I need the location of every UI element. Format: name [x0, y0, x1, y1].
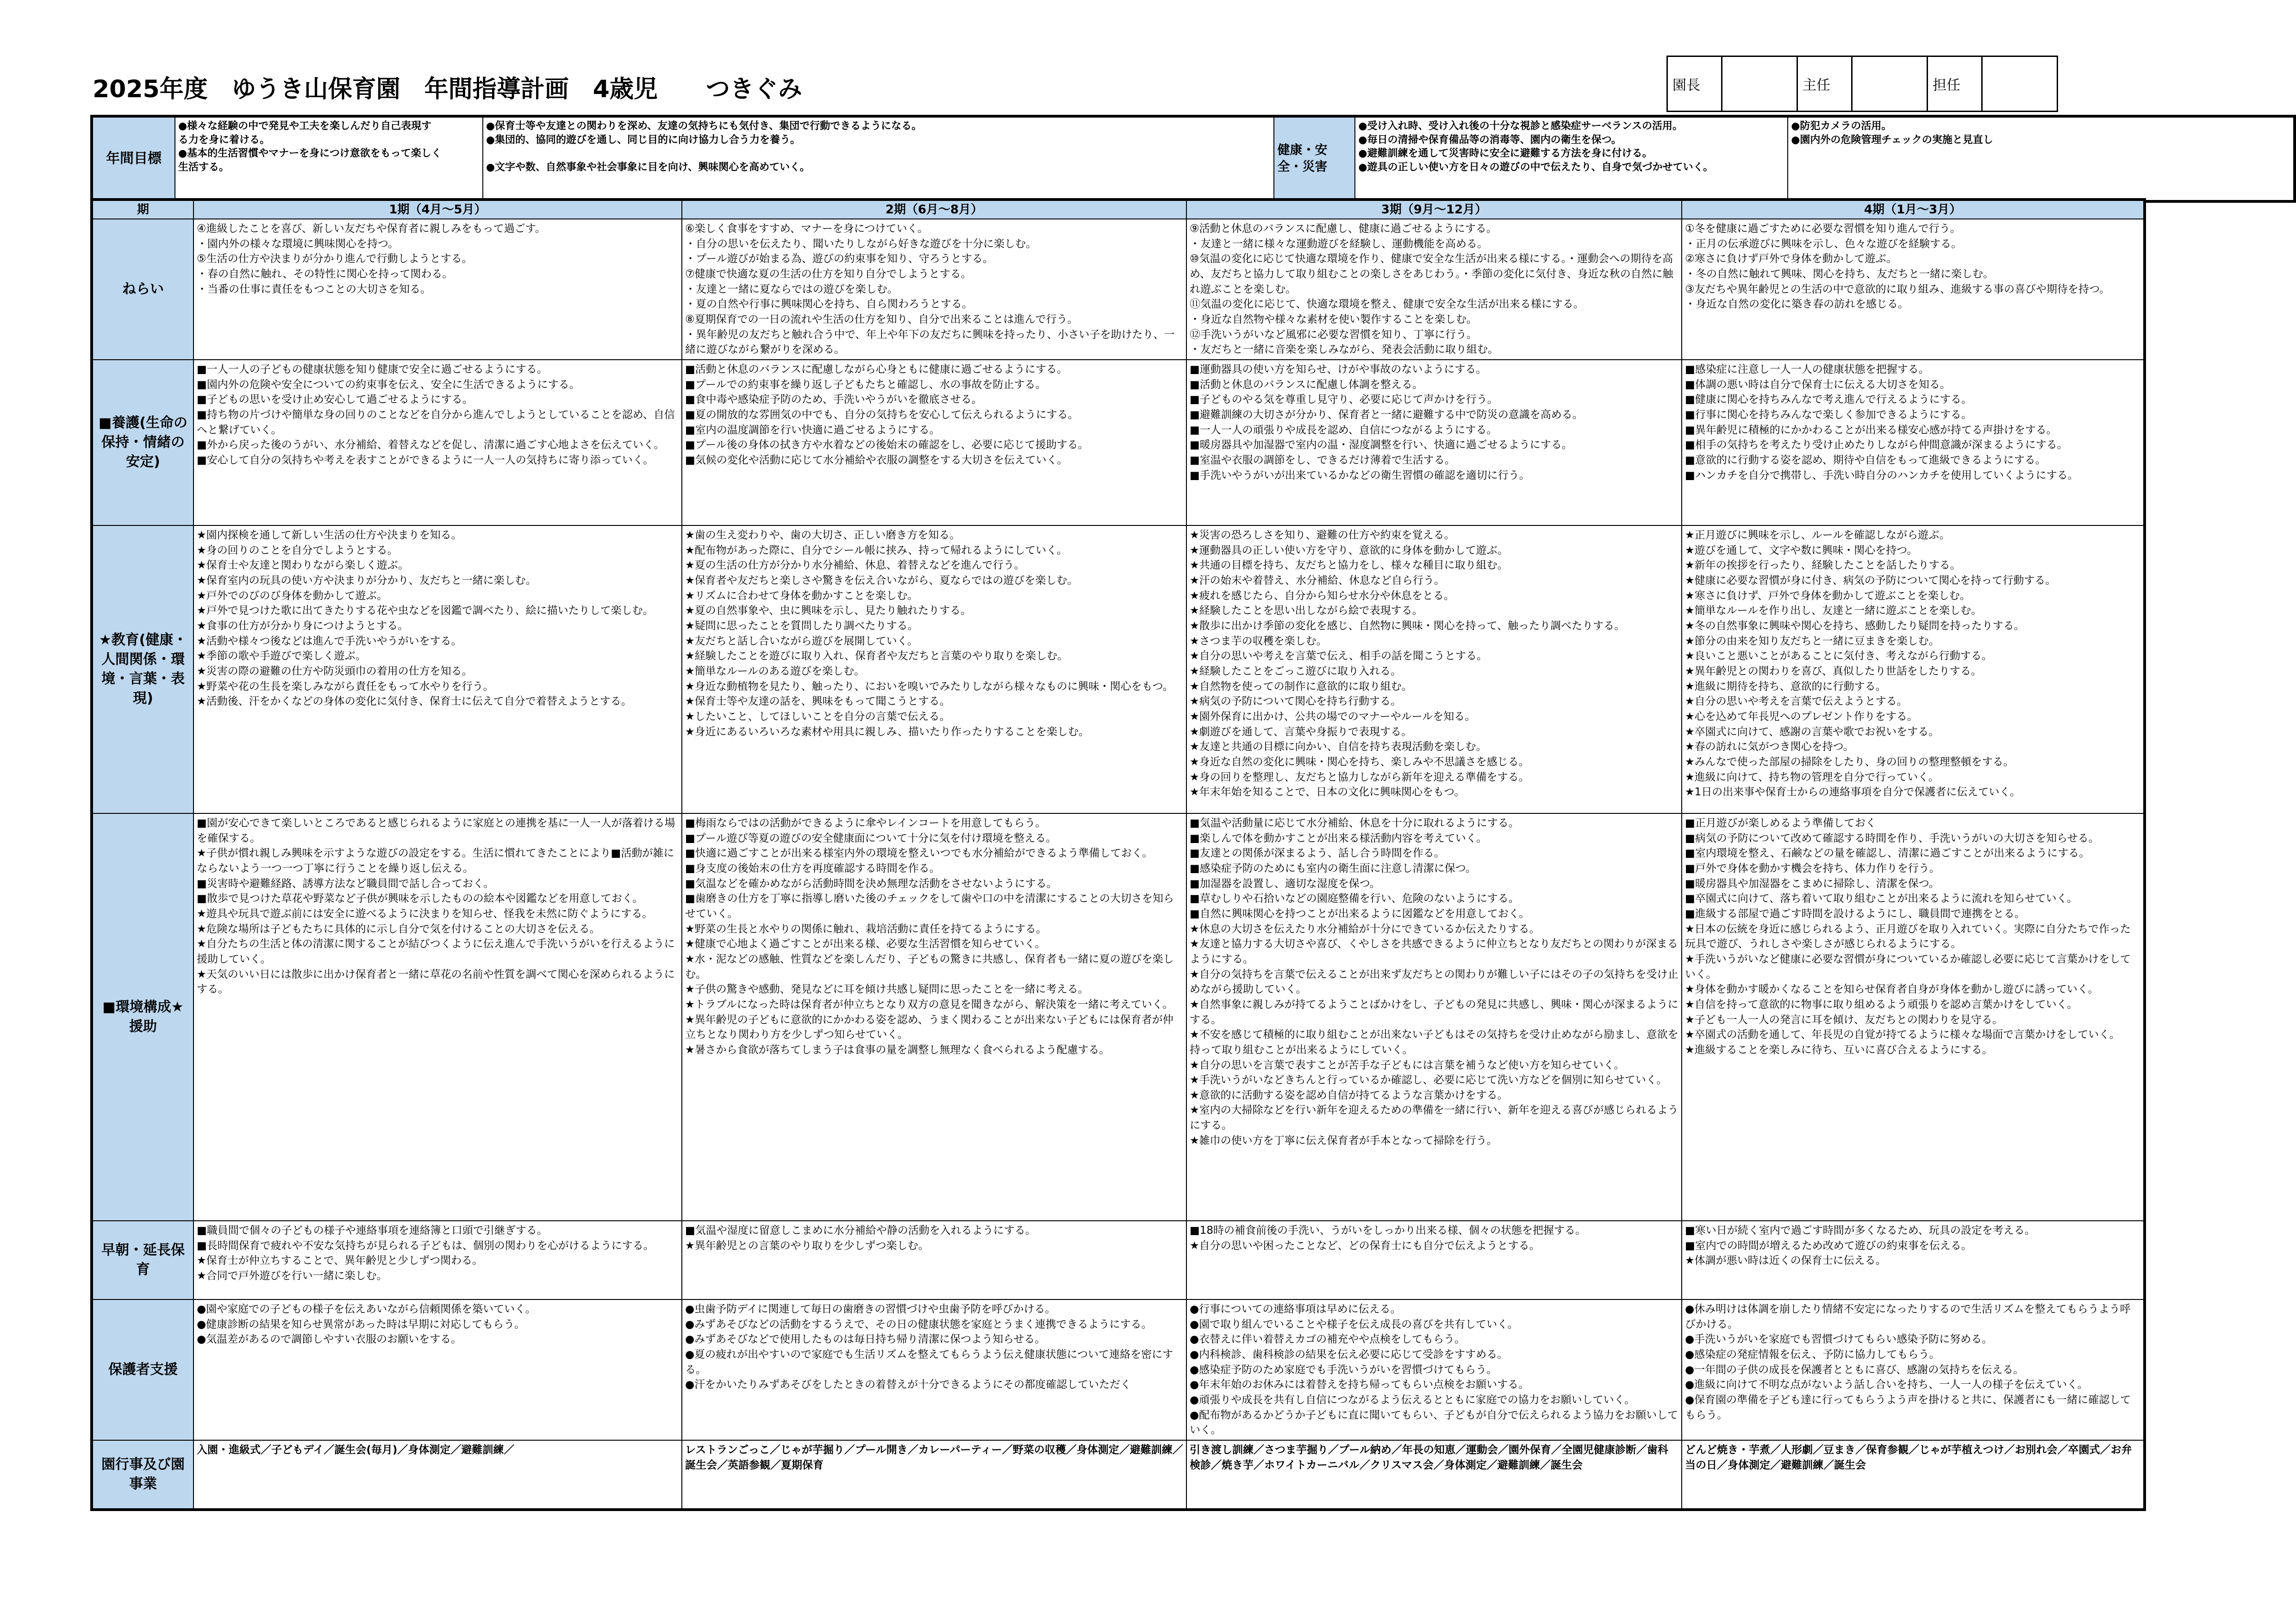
plan-line: ■加湿器を設置し、適切な湿度を保つ。 [1190, 877, 1380, 890]
stamp-label-chief: 主任 [1797, 56, 1852, 112]
plan-line: ⑨活動と休息のバランスに配慮し、健康に過ごせるようにする。 [1190, 223, 1497, 235]
plan-line: ★寒さに負けず、戸外で身体を動かして遊ぶことを楽しむ。 [1685, 589, 1971, 602]
plan-line: ●頑張りや成長を共有し自信につながるよう伝えるとともに家庭での協力をお願いしていく。 [1190, 1393, 1635, 1406]
plan-line: ★汗の始末や着替え、水分補給、休息など自ら行う。 [1190, 574, 1445, 587]
plan-line: ・異年齢児の友だちと触れ合う中で、年上や年下の友だちに興味を持ったり、小さい子を助けたり、一緒に遊びながら繋がりを深める。 [685, 328, 1175, 356]
stamp-label-teacher: 担任 [1928, 56, 1982, 112]
plan-line: ■相手の気持ちを考えたり受け止めたりしながら仲間意識が深まるようにする。 [1685, 439, 2068, 451]
period-header-2: 2期（6月～8月） [682, 200, 1186, 219]
plan-line: ★したいこと、してほしいことを自分の言葉で伝える。 [685, 710, 950, 723]
plan-line: ★自然事象に親しみが持てるようことばかけをし、子どもの発見に共感し、興味・関心が深まるようにする。 [1190, 998, 1678, 1026]
period-label: 期 [92, 200, 193, 219]
annual-goal-label: 年間目標 [92, 116, 175, 201]
plan-line: ★良いこと悪いことがあることに気付き、考えながら行動する。 [1685, 650, 1992, 662]
plan-line: ・園内外の様々な環境に興味関心を持つ。 [197, 237, 399, 250]
plan-line: ★室内の大掃除などを行い新年を迎えるための準備を一緒に行い、新年を迎える喜びが感じられるようにする。 [1190, 1104, 1678, 1132]
plan-line: ■友達との関係が深まるよう、話し合う時間を作る。 [1190, 847, 1445, 860]
row-kyoiku [92, 525, 2145, 813]
health-safety-col2 [1788, 116, 2295, 201]
plan-line: ●遊具の正しい使い方を日々の遊びの中で伝えたり、自身で気づかせていく。 [1358, 162, 1714, 174]
plan-line: ■夏の開放的な雰囲気の中でも、自分の気持ちを安心して伝えられるようにする。 [685, 408, 1079, 421]
row-label-kyoiku: ★教育(健康・人間関係・環境・言葉・表現) [92, 525, 193, 813]
plan-line: ・春の自然に触れ、その特性に関心を持って関わる。 [197, 268, 453, 280]
plan-line: ★野菜や花の生長を楽しみながら責任をもって水やりを行う。 [197, 680, 494, 693]
plan-line: ■体調の悪い時は自分で保育士に伝える大切さを知る。 [1685, 378, 1951, 391]
plan-line: ★歯の生え変わりや、歯の大切さ、正しい磨き方を知る。 [685, 529, 961, 541]
plan-line: ■寒い日が続く室内で過ごす時間が多くなるため、玩具の設定を考える。 [1685, 1224, 2035, 1237]
plan-line: ★友だちと話し合いながら遊びを展開していく。 [685, 635, 918, 647]
plan-line: ■災害時や避難経路、誘導方法など職員間で話し合っておく。 [197, 877, 494, 890]
plan-line: ●行事についての連絡事項は早めに伝える。 [1190, 1303, 1401, 1315]
plan-line: ■病気の予防について改めて確認する時間を作り、手洗いうがいの大切さを知らせる。 [1685, 832, 2099, 844]
plan-line: ★子供の驚きや感動、発見などに耳を傾け共感し疑問に思ったことを一緒に考える。 [685, 983, 1089, 996]
kyoiku-period-2 [682, 525, 1186, 813]
plan-line: ■正月遊びが楽しめるよう準備しておく [1685, 817, 1876, 829]
plan-line: ★運動器具の正しい使い方を守り、意欲的に身体を動かして遊ぶ。 [1190, 544, 1509, 556]
plan-line: ■室温や衣服の調節をし、できるだけ薄着で生活する。 [1190, 454, 1455, 466]
row-label-hogosha: 保護者支援 [92, 1299, 193, 1440]
plan-line: ・友だちと一緒に音楽を楽しみながら、発表会活動に取り組む。 [1190, 344, 1498, 356]
plan-line: ・身近な自然物や様々な素材を使い製作することを楽しむ。 [1190, 313, 1477, 325]
plan-line: ■異年齢児に積極的にかかわることが出来る様安心感が持てる声掛けをする。 [1685, 424, 2057, 436]
plan-line: ★体調が悪い時は近くの保育士に伝える。 [1685, 1255, 1886, 1267]
plan-line: ★自分の思いや考えを言葉で伝え、相手の話を聞こうとする。 [1190, 650, 1487, 662]
plan-line: ■気温や活動量に応じて水分補給、休息を十分に取れるようにする。 [1190, 817, 1519, 829]
plan-line: ★散歩に出かけ季節の変化を感じ、自然物に興味・関心を持って、触ったり調べたりする。 [1190, 619, 1625, 632]
plan-line: ★心を込めて年長児へのプレゼント作りをする。 [1685, 710, 1918, 723]
plan-line: ★天気のいい日には散歩に出かけ保育者と一緒に草花の名前や性質を調べて関心を深められるようにする。 [197, 968, 675, 996]
stamp-box-chief[interactable] [1852, 56, 1928, 112]
plan-line: ■身支度の後始末の仕方を再度確認する時間を作る。 [685, 862, 940, 874]
stamp-box-principal[interactable] [1722, 56, 1797, 112]
plan-line: ★子ども一人一人の発言に耳を傾け、友だちとの関わりを見守る。 [1685, 1013, 2003, 1026]
plan-line: ■プール後の身体の拭き方や水着などの後始末の確認をし、必要に応じて援助する。 [685, 439, 1089, 451]
plan-line: ★劇遊びを通して、言葉や身振りで表現する。 [1190, 725, 1412, 738]
row-label-gyoji: 園行事及び園事業 [92, 1440, 193, 1510]
plan-line: ★日本の伝統を身近に感じられるよう、正月遊びを取り入れていく。実際に自分たちで作った玩具で遊び、うれしさや楽しさが感じられるようにする。 [1685, 923, 2131, 950]
plan-line: ■園内外の危険や安全についての約束事を伝え、安全に生活できるようにする。 [197, 378, 580, 391]
plan-line: ★休息の大切さを伝えたり水分補給が十分にできているか伝えたりする。 [1190, 923, 1540, 935]
row-label-yogo: ■養護(生命の保持・情緒の安定) [92, 360, 193, 525]
plan-line: ★自分の思いや困ったことなど、どの保育士にも自分で伝えようとする。 [1190, 1239, 1540, 1252]
plan-line: ●夏の疲れが出やすいので家庭でも生活リズムを整えてもらうよう伝え健康状態について連絡を密にする。 [685, 1348, 1173, 1376]
row-kankyo [92, 813, 2145, 1221]
health-safety-col1 [1355, 116, 1788, 201]
period-header-4: 4期（1月～3月） [1682, 200, 2145, 219]
plan-line: ■子どもの思いを受け止め安心して過ごせるようにする。 [197, 394, 473, 406]
nerai-period-4 [1682, 219, 2145, 360]
plan-line: ■快適に過ごすことが出来る様室内外の環境を整えいつでも水分補給ができるよう準備しておく。 [685, 847, 1153, 860]
yogo-period-4 [1682, 360, 2145, 525]
plan-line: ★身の回りのことを自分でしようとする。 [197, 544, 398, 556]
plan-line: ●内科検診、歯科検診の結果を伝え必要に応じて受診をすすめる。 [1190, 1348, 1508, 1361]
plan-line: ■気候の変化や活動に応じて水分補給や衣服の調整をする大切さを伝えていく。 [685, 454, 1068, 466]
plan-line: ●休み明けは体調を崩したり情緒不安定になったりするので生活リズムを整えてもらうよう呼びかける。 [1685, 1303, 2131, 1330]
plan-line: ★保育士が仲立ちすることで、異年齢児と少しずつ関わる。 [197, 1255, 483, 1267]
plan-line: ★進級に期待を持ち、意欲的に行動する。 [1685, 680, 1886, 693]
plan-line: ★簡単なルールを作り出し、友達と一緒に遊ぶことを楽しむ。 [1685, 605, 1982, 617]
kankyo-period-3 [1186, 813, 1682, 1221]
plan-line: ■暖房器具や加湿器で室内の温・湿度調整を行い、快適に過ごせるようにする。 [1190, 439, 1572, 451]
row-yogo [92, 360, 2145, 525]
plan-line: ★自分の思いを言葉で表すことが苦手な子どもには言葉を補うなど使い方を知らせていく。 [1190, 1059, 1625, 1071]
plan-line: ■18時の補食前後の手洗い、うがいをしっかり出来る様、個々の状態を把握する。 [1190, 1224, 1586, 1237]
plan-line: ■健康に関心を持ちみんなで考え進んで行えるようにする。 [1685, 394, 1972, 406]
plan-line: ■進級する部屋で過ごす時間を設けるようにし、職員間で連携をとる。 [1685, 907, 2025, 920]
plan-line: ★遊びを通して、文字や数に興味・関心を持つ。 [1685, 544, 1918, 556]
plan-line: ★経験したことを思い出しながら絵で表現する。 [1190, 605, 1423, 617]
plan-line: ■長時間保育で疲れや不安な気持ちが見られる子どもは、個別の関わりを心がけるようにする。 [197, 1239, 654, 1252]
plan-line: ★進級することを楽しみに待ち、互いに喜び合えるようにする。 [1685, 1043, 1993, 1056]
plan-line: ■外から戻った後のうがい、水分補給、着替えなどを促し、清潔に過ごす心地よさを伝えていく。 [197, 439, 665, 451]
nerai-period-2 [682, 219, 1186, 360]
plan-line: ■室内の温度調節を行い快適に過ごせるようにする。 [685, 424, 940, 436]
plan-line: ■持ち物の片づけや簡単な身の回りのことなどを自分から進んでしようとしていることを認め、自信へと繋げていく。 [197, 408, 675, 436]
hogosha-period-3 [1186, 1299, 1682, 1440]
plan-line: ★さつま芋の収穫を楽しむ。 [1190, 635, 1327, 647]
soucho-period-4 [1682, 1221, 2145, 1299]
row-label-nerai: ねらい [92, 219, 193, 360]
plan-line: ■草むしりや石拾いなどの園庭整備を行い、危険のないようにする。 [1190, 893, 1519, 905]
plan-line: ★遊具や玩具で遊ぶ前には安全に遊べるように決まりを知らせ、怪我を未然に防ぐようにする。 [197, 907, 653, 920]
nerai-period-1 [193, 219, 682, 360]
plan-line: ■歯磨きの仕方を丁寧に指導し磨いた後のチェックをして歯や口の中を清潔にすることの大切さを知らせていく。 [685, 893, 1174, 920]
gyoji-period-4 [1682, 1440, 2145, 1510]
annual-goal-col2 [483, 116, 1274, 201]
plan-line: ★災害の恐ろしさを知り、避難の仕方や約束を覚える。 [1190, 529, 1455, 541]
plan-line: ★保育士や友達と関わりながら楽しく遊ぶ。 [197, 559, 409, 572]
plan-line: ●一年間の子供の成長を保護者とともに喜び、感謝の気持ちを伝える。 [1685, 1363, 2024, 1376]
gyoji-period-3 [1186, 1440, 1682, 1510]
plan-line: ■活動と休息のバランスに配慮し体調を整える。 [1190, 378, 1423, 391]
plan-line: ★配布物があった際に、自分でシール帳に挟み、持って帰れるようにしていく。 [685, 544, 1067, 556]
plan-line: ★自信を持って意欲的に物事に取り組めるよう頑張りを認め言葉かけをしていく。 [1685, 998, 2078, 1011]
plan-line: ・身近な自然の変化に築き春の訪れを感じる。 [1685, 298, 1909, 311]
plan-line: ⑪気温の変化に応じて、快適な環境を整え、健康で安全な生活が出来る様にする。 [1190, 298, 1584, 311]
plan-line: ★1日の出来事や保育士からの連絡事項を自分で保護者に伝えていく。 [1685, 786, 2021, 799]
plan-line: ■卒園式に向けて、落ち着いて取り組むことが出来るように流れを知らせていく。 [1685, 893, 2078, 905]
plan-line: ■子どものやる気を尊重し見守り、必要に応じて声かけを行う。 [1190, 394, 1498, 406]
plan-line: ①冬を健康に過ごすために必要な習慣を知り進んで行う。 [1685, 223, 1961, 235]
plan-line: ②寒さに負けず戸外で身体を動かして遊ぶ。 [1685, 253, 1897, 265]
plan-line: ★夏の生活の仕方が分かり水分補給、休息、着替えなどを進んで行う。 [685, 559, 1025, 572]
plan-line: ★自然物を使っての制作に意欲的に取り組む。 [1190, 680, 1412, 693]
plan-line: ■楽しんで体を動かすことが出来る様活動内容を考えていく。 [1190, 832, 1487, 844]
plan-line: ★保育室内の玩具の使い方や決まりが分かり、友だちと一緒に楽しむ。 [197, 574, 537, 587]
plan-line: ●基本的生活習慣やマナーを身につけ意欲をもって楽しく [178, 148, 442, 160]
plan-line: ★夏の自然事象や、虫に興味を示し、見たり触れたりする。 [685, 605, 972, 617]
kankyo-period-1 [193, 813, 682, 1221]
plan-line: ★保育者や友だちと楽しさや驚きを伝え合いながら、夏ならではの遊びを楽しむ。 [685, 574, 1078, 587]
plan-line: ・友達と一緒に様々な運動遊びを経験し、運動機能を高める。 [1190, 237, 1488, 250]
plan-line: ●園や家庭での子どもの様子を伝えあいながら信頼関係を築いていく。 [197, 1303, 536, 1315]
plan-line: ★経験したことをごっこ遊びに取り入れる。 [1190, 665, 1402, 677]
plan-line: ■梅雨ならではの活動ができるように傘やレインコートを用意してもらう。 [685, 817, 1046, 829]
nerai-period-3 [1186, 219, 1682, 360]
plan-line: ★健康に必要な習慣が身に付き、病気の予防について関心を持って行動する。 [1685, 574, 2056, 587]
plan-line: ★自分の気持ちを言葉で伝えることが出来ず友だちとの関わりが難しい子にはその子の気持ちを受け止めながら援助していく。 [1190, 968, 1678, 996]
plan-line: ■気温などを確かめながら活動時間を決め無理な活動をさせないようにする。 [685, 877, 1057, 890]
plan-line: ●園で取り組んでいることや様子を伝え成長の喜びを共有していく。 [1190, 1318, 1518, 1330]
yogo-period-1 [193, 360, 682, 525]
plan-line: ★身の回りを整理し、友だちと協力しながら新年を迎える準備をする。 [1190, 771, 1529, 783]
annual-goal-col1 [175, 116, 483, 201]
yogo-period-3 [1186, 360, 1682, 525]
gyoji-period-2 [682, 1440, 1186, 1510]
plan-line: ★不安を感じて積極的に取り組むことが出来ない子どもはその気持ちを受け止めながら励まし、意欲を持って取り組むことが出来るようにしていく。 [1190, 1029, 1678, 1056]
plan-line: ★トラブルになった時は保育者が仲立ちとなり双方の意見を聞きながら、解決策を一緒に考えていく。 [685, 998, 1173, 1011]
plan-line: ■園が安心できて楽しいところであると感じられるように家庭との連携を基に一人一人が落着ける場を確保する。 [197, 817, 675, 844]
plan-line: ⑧夏期保育での一日の流れや生活の仕方を知り、自分で出来ることは進んで行う。 [685, 313, 1078, 325]
plan-line: ★簡単なルールのある遊びを楽しむ。 [685, 665, 865, 677]
soucho-period-2 [682, 1221, 1186, 1299]
plan-line: ③友だちや異年齢児との生活の中で意欲的に取り組み、進級する事の喜びや期待を持つ。 [1685, 283, 2110, 295]
plan-line: ④進級したことを喜び、新しい友だちや保育者に親しみをもって過ごす。 [197, 223, 546, 235]
plan-line: ●保育園の準備を子ども達に行ってもらうよう声を掛けると共に、保護者にも一緒に確認してもらう。 [1685, 1393, 2131, 1421]
plan-line: ★友達と共通の目標に向かい、自信を持ち表現活動を楽しむ。 [1190, 741, 1487, 753]
plan-line: ●保育士等や友達との関わりを深め、友達の気持ちにも気付き、集団で行動できるようになる。 [486, 120, 922, 132]
plan-line: ●配布物があるかどうか子どもに直に聞いてもらい、子どもが自分で伝えられるよう協力をお願いしていく。 [1190, 1409, 1678, 1437]
plan-line: ■気温や湿度に留意しこまめに水分補給や静の活動を入れるようにする。 [685, 1224, 1036, 1237]
plan-line: ★春の訪れに気がつき関心を持つ。 [1685, 741, 1854, 753]
plan-line: ★身近な自然の変化に興味・関心を持ち、楽しみや不思議さを感じる。 [1190, 756, 1529, 768]
plan-line: 生活する。 [178, 162, 229, 174]
plan-line: ●園内外の危険管理チェックの実施と見直し [1791, 134, 1993, 146]
plan-line: ★自分の思いや考えを言葉で伝えようとする。 [1685, 695, 1908, 708]
plan-line: ■感染症に注意し一人一人の健康状態を把握する。 [1685, 363, 1929, 375]
plan-line: ■ハンカチを自分で携帯し、手洗い時自分のハンカチを使用していくようにする。 [1685, 469, 2078, 481]
plan-line: ★自分たちの生活と体の清潔に関することが結びつくように伝え進んで手洗いうがいを行えるように援助していく。 [197, 938, 675, 965]
plan-line: ●健康診断の結果を知らせ異常があった時は早期に対応してもらう。 [197, 1318, 525, 1330]
row-soucho [92, 1221, 2145, 1299]
plan-line: ★リズムに合わせて身体を動かすことを楽しむ。 [685, 589, 918, 602]
plan-line: ★友達と協力する大切さや喜び、くやしさを共感できるように仲立ちとなり友だちとの関わりが深まるようにする。 [1190, 938, 1678, 965]
plan-line: ⑤生活の仕方や決まりが分かり進んで行動しようとする。 [197, 253, 473, 265]
plan-line: ●感染症の発症情報を伝え、予防に協力してもらう。 [1685, 1348, 1940, 1361]
plan-line: ★新年の挨拶を行ったり、経験したことを話したりする。 [1685, 559, 1961, 572]
soucho-period-1 [193, 1221, 682, 1299]
plan-line: ★身近な動植物を見たり、触ったり、においを嗅いでみたりしながら様々なものに興味・関心をもつ。 [685, 680, 1173, 693]
kyoiku-period-3 [1186, 525, 1682, 813]
plan-line: ★みんなで使った部屋の掃除をしたり、身の回りの整理整頓をする。 [1685, 756, 2014, 768]
plan-line: ●気温差があるので調節しやすい衣服のお願いをする。 [197, 1333, 462, 1346]
plan-line: ・冬の自然に触れて興味、関心を持ち、友だちと一緒に楽しむ。 [1685, 268, 1994, 280]
plan-line: ●様々な経験の中で発見や工夫を楽しんだり自己表現す [178, 120, 432, 132]
gyoji-period-1 [193, 1440, 682, 1510]
plan-line: ■散歩で見つけた草花や野菜など子供が興味を示したものの絵本や図鑑などを用意しておく。 [197, 893, 643, 905]
plan-line: ★野菜の生長と水やりの関係に触れ、栽培活動に責任を持てるようにする。 [685, 923, 1047, 935]
plan-line: ★戸外で見つけた歌に出てきたりする花や虫などを図鑑で調べたり、絵に描いたりして楽しむ。 [197, 605, 654, 617]
plan-line: ■プール遊び等夏の遊びの安全健康面について十分に気を付け環境を整える。 [685, 832, 1057, 844]
plan-line: ・当番の仕事に責任をもつことの大切さを知る。 [197, 283, 431, 295]
plan-line: ●避難訓練を通して災害時に安全に避難する方法を身に付ける。 [1358, 148, 1653, 160]
approval-stamp-boxes [1666, 56, 2058, 112]
stamp-box-teacher[interactable] [1982, 56, 2058, 112]
plan-line: ★共通の目標を持ち、友だちと協力をし、様々な種目に取り組む。 [1190, 559, 1508, 572]
plan-line: ★戸外でのびのび身体を動かして遊ぶ。 [197, 589, 388, 602]
row-gyoji [92, 1440, 2145, 1510]
soucho-period-3 [1186, 1221, 1682, 1299]
plan-line: ★進級に向けて、持ち物の管理を自分で行っていく。 [1685, 771, 1939, 783]
plan-line: レストランごっこ／じゃが芋掘り／プール開き／カレーパーティー／野菜の収穫／身体測定／避難訓練／誕生会／英語参観／夏期保育 [685, 1443, 1183, 1471]
plan-line: ★異年齢児の子どもに意欲的にかかわる姿を認め、うまく関わることが出来ない子どもには保育者が仲立ちとなり関わり方を少しずつ知らせていく。 [685, 1013, 1173, 1041]
plan-line: ★意欲的に活動する姿を認め自信が持てるような言葉かけをする。 [1190, 1089, 1508, 1101]
plan-line: ■戸外で身体を動かす機会を持ち、体力作りを行う。 [1685, 862, 1940, 874]
plan-line: ■一人一人の頑張りや成長を認め、自信につながるようにする。 [1190, 424, 1497, 436]
plan-line: ・正月の伝承遊びに興味を示し、色々な遊びを経験する。 [1685, 237, 1962, 250]
plan-line: ■自然に興味関心を持つことが出来るように図鑑などを用意しておく。 [1190, 907, 1530, 920]
plan-line: ■活動と休息のバランスに配慮しながら心身ともに健康に過ごせるようにする。 [685, 363, 1068, 375]
plan-line: ●文字や数、自然事象や社会事象に目を向け、興味関心を高めていく。 [486, 162, 810, 174]
plan-line: ★雑巾の使い方を丁寧に伝え保育者が手本となって掃除を行う。 [1190, 1134, 1497, 1147]
plan-line: ●受け入れ時、受け入れ後の十分な視診と感染症サーベランスの活用。 [1358, 120, 1683, 132]
plan-line: ■意欲的に行動する姿を認め、期待や自信をもって進級できるようにする。 [1685, 454, 2046, 466]
plan-line: ・自分の思いを伝えたり、聞いたりしながら好きな遊びを十分に楽しむ。 [685, 237, 1036, 250]
plan-line: ★季節の歌や手遊びで楽しく遊ぶ。 [197, 650, 367, 662]
plan-line: ●みずあそびなどで使用したものは毎日持ち帰り清潔に保つよう知らせる。 [685, 1333, 1046, 1346]
plan-line: ●集団的、協同的遊びを通し、同じ目的に向け協力し合う力を養う。 [486, 134, 801, 146]
plan-line [486, 147, 1271, 161]
plan-line: ★食事の仕方が分かり身につけようとする。 [197, 619, 409, 632]
plan-line: ★手洗いうがいなどきちんと行っているか確認し、必要に応じて洗い方などを個別に知らせていく。 [1190, 1074, 1667, 1087]
plan-line: ★卒園式の活動を通して、年長児の自覚が持てるように様々な場面で言葉かけをしていく。 [1685, 1029, 2120, 1041]
plan-line: ★水・泥などの感触、性質などを楽しんだり、子どもの驚きに共感し、保育者も一緒に夏の遊びを楽しむ。 [685, 953, 1174, 981]
hogosha-period-4 [1682, 1299, 2145, 1440]
plan-line: ★園外保育に出かけ、公共の場でのマナーやルールを知る。 [1190, 710, 1476, 723]
plan-line: ■室内での時間が増えるため改めて遊びの約束事を伝える。 [1685, 1239, 1972, 1252]
period-plan-table [90, 198, 2146, 1511]
period-header-1: 1期（4月～5月） [193, 200, 682, 219]
plan-line: ★卒園式に向けて、感謝の言葉や歌でお祝いをする。 [1685, 725, 1940, 738]
plan-line: ■避難訓練の大切さが分かり、保育者と一緒に避難する中で防災の意識を高める。 [1190, 408, 1583, 421]
plan-line: ⑩気温の変化に応じて快適な環境を作り、健康で安全な生活が出来る様にする。・運動会への期待を高め、友だちと協力して取り組むことの楽しさをあじわう。・季節の変化に気付き、身近な秋の自然に触れ遊ぶことを楽しむ。 [1190, 253, 1673, 295]
kyoiku-period-4 [1682, 525, 2145, 813]
plan-line: ●汗をかいたりみずあそびをしたときの着替えが十分できるようにその都度確認していただく [685, 1379, 1131, 1391]
yogo-period-2 [682, 360, 1186, 525]
plan-line: ■行事に関心を持ちみんなで楽しく参加できるようにする。 [1685, 408, 1972, 421]
plan-line: ★保育士等や友達の話を、興味をもって聞こうとする。 [685, 695, 950, 708]
plan-line: ★疲れを感じたら、自分から知らせ水分や休息をとる。 [1190, 589, 1454, 602]
plan-line: ★活動や様々つ後などは進んで手洗いやうがいをする。 [197, 635, 462, 647]
plan-line: ●年末年始のお休みには着替えを持ち帰ってもらい点検をお願いする。 [1190, 1379, 1529, 1391]
plan-line: ⑦健康で快適な夏の生活の仕方を知り自分でしようとする。 [685, 268, 972, 280]
kyoiku-period-1 [193, 525, 682, 813]
plan-line: ⑥楽しく食事をすすめ、マナーを身につけていく。 [685, 223, 929, 235]
plan-line: ★子供が慣れ親しみ興味を示すような遊びの設定をする。生活に慣れてきたことにより■活動が雑にならないよう一つ一つ丁寧に行うことを繰り返し伝える。 [197, 847, 674, 874]
plan-line: どんど焼き・芋煮／人形劇／豆まき／保育参観／じゃが芋植えつけ／お別れ会／卒園式／お弁当の日／身体測定／避難訓練／誕生会 [1685, 1443, 2132, 1471]
plan-line: ★正月遊びに興味を示し、ルールを確認しながら遊ぶ。 [1685, 529, 1950, 541]
plan-line: ★園内探検を通して新しい生活の仕方や決まりを知る。 [197, 529, 462, 541]
row-label-kankyo: ■環境構成★援助 [92, 813, 193, 1221]
plan-line: ●毎日の清掃や保育備品等の消毒等、園内の衛生を保つ。 [1358, 134, 1622, 146]
annual-goals-table [90, 115, 2296, 203]
plan-line: ■室内環境を整え、石鹸などの量を確認し、清潔に過ごすことが出来るようにする。 [1685, 847, 2090, 860]
plan-line: ★冬の自然事象に興味や関心を持ち、感動したり疑問を持ったりする。 [1685, 619, 2025, 632]
plan-line: ■暖房器具や加湿器をこまめに掃除し、清潔を保つ。 [1685, 877, 1940, 890]
plan-line: ★異年齢児との言葉のやり取りを少しずつ楽しむ。 [685, 1239, 929, 1252]
plan-line: ★活動後、汗をかくなどの身体の変化に気付き、保育士に伝えて自分で着替えようとする。 [197, 695, 632, 708]
plan-line: ●衣替えに伴い着替えカゴの補充やや点検をしてもらう。 [1190, 1333, 1466, 1346]
plan-line: ■手洗いやうがいが出来ているかなどの衛生習慣の確認を適切に行う。 [1190, 469, 1530, 481]
plan-line: ★災害の際の避難の仕方や防災頭巾の着用の仕方を知る。 [197, 665, 473, 677]
hogosha-period-2 [682, 1299, 1186, 1440]
plan-line: ■職員間で個々の子どもの様子や連絡事項を連絡簿と口頭で引継ぎする。 [197, 1224, 548, 1237]
plan-line: ■安心して自分の気持ちや考えを表すことができるように一人一人の気持ちに寄り添っていく。 [197, 454, 654, 466]
plan-line: ●感染症予防のため家庭でも手洗いうがいを習慣づけてもらう。 [1190, 1363, 1497, 1376]
row-label-soucho: 早朝・延長保育 [92, 1221, 193, 1299]
plan-line: ★年末年始を知ることで、日本の文化に興味関心をもつ。 [1190, 786, 1465, 799]
plan-line: ★健康で心地よく過ごすことが出来る様、必要な生活習慣を知らせていく。 [685, 938, 1046, 950]
plan-line: ■運動器具の使い方を知らせ、けがや事故のないようにする。 [1190, 363, 1487, 375]
row-hogosha [92, 1299, 2145, 1440]
plan-line: ・友達と一緒に夏ならではの遊びを楽しむ。 [685, 283, 898, 295]
plan-line: ★節分の由来を知り友だちと一緒に豆まきを楽しむ。 [1685, 635, 1940, 647]
plan-line: ●虫歯予防デイに関連して毎日の歯磨きの習慣づけや虫歯予防を呼びかける。 [685, 1303, 1056, 1315]
kankyo-period-4 [1682, 813, 2145, 1221]
plan-line: ★危険な場所は子どもたちに具体的に示し自分で気を付けることの大切さを伝える。 [197, 923, 600, 935]
plan-line: ★疑問に思ったことを質問したり調べたりする。 [685, 619, 918, 632]
row-nerai [92, 219, 2145, 360]
plan-line: ●防犯カメラの活用。 [1791, 120, 1892, 132]
hogosha-period-1 [193, 1299, 682, 1440]
kankyo-period-2 [682, 813, 1186, 1221]
plan-line: ■プールでの約束事を繰り返し子どもたちと確認し、水の事故を防止する。 [685, 378, 1046, 391]
plan-line: ⑫手洗いうがいなど風邪に必要な習慣を知り、丁寧に行う。 [1190, 328, 1477, 341]
plan-line: ■感染症予防のためにも室内の衛生面に注意し清潔に保つ。 [1190, 862, 1476, 874]
plan-line: ・プール遊びが始まる為、遊びの約束事を知り、守ろうとする。 [685, 253, 993, 265]
plan-line: ・夏の自然や行事に興味関心を持ち、自ら関わろうとする。 [685, 298, 973, 311]
plan-line: ★身近にあるいろいろな素材や用具に親しみ、描いたり作ったりすることを楽しむ。 [685, 725, 1089, 738]
health-safety-label: 健康・安全・災害 [1274, 116, 1355, 201]
plan-line: ●手洗いうがいを家庭でも習慣づけてもらい感染予防に努める。 [1685, 1333, 1993, 1346]
stamp-label-principal: 園長 [1667, 56, 1722, 112]
plan-line: ★経験したことを遊びに取り入れ、保育者や友だちと言葉のやり取りを楽しむ。 [685, 650, 1068, 662]
plan-line: ★暑さから食欲が落ちてしまう子は食事の量を調整し無理なく食べられるよう配慮する。 [685, 1043, 1110, 1056]
plan-line: ★異年齢児との関わりを喜び、真似したり世話をしたりする。 [1685, 665, 1982, 677]
plan-line: ●みずあそびなどの活動をするうえで、その日の健康状態を家庭とうまく連携できるようにする。 [685, 1318, 1152, 1330]
plan-line: ★身体を動かす暖かくなることを知らせ保育者自身が身体を動かし遊びに誘っていく。 [1685, 983, 2099, 996]
plan-line: ■一人一人の子どもの健康状態を知り健康で安全に過ごせるようにする。 [197, 363, 548, 375]
plan-line: ●進級に向けて不明な点がないよう話し合いを持ち、一人一人の様子を伝えていく。 [1685, 1379, 2088, 1391]
plan-line: ★病気の予防について関心を持ち行動する。 [1190, 695, 1402, 708]
plan-line: ★手洗いうがいなど健康に必要な習慣が身についているか確認し必要に応じて言葉かけをしていく。 [1685, 953, 2131, 981]
period-header-3: 3期（9月～12月） [1186, 200, 1682, 219]
plan-line: る力を身に着ける。 [178, 134, 270, 146]
plan-line: 入園・進級式／子どもデイ／誕生会(毎月)／身体測定／避難訓練／ [197, 1443, 515, 1456]
plan-line: ■食中毒や感染症予防のため、手洗いやうがいを徹底させる。 [685, 394, 982, 406]
plan-line: 引き渡し訓練／さつま芋掘り／プール納め／年長の知恵／運動会／園外保育／全園児健康診断／歯科検診／焼き芋／ホワイトカーニバル／クリスマス会／身体測定／避難訓練／誕生会 [1190, 1443, 1668, 1471]
page-title: 2025年度 ゆうき山保育園 年間指導計画 4歳児 つきぐみ [93, 75, 802, 103]
plan-line: ★合同で戸外遊びを行い一緒に楽しむ。 [197, 1269, 387, 1282]
